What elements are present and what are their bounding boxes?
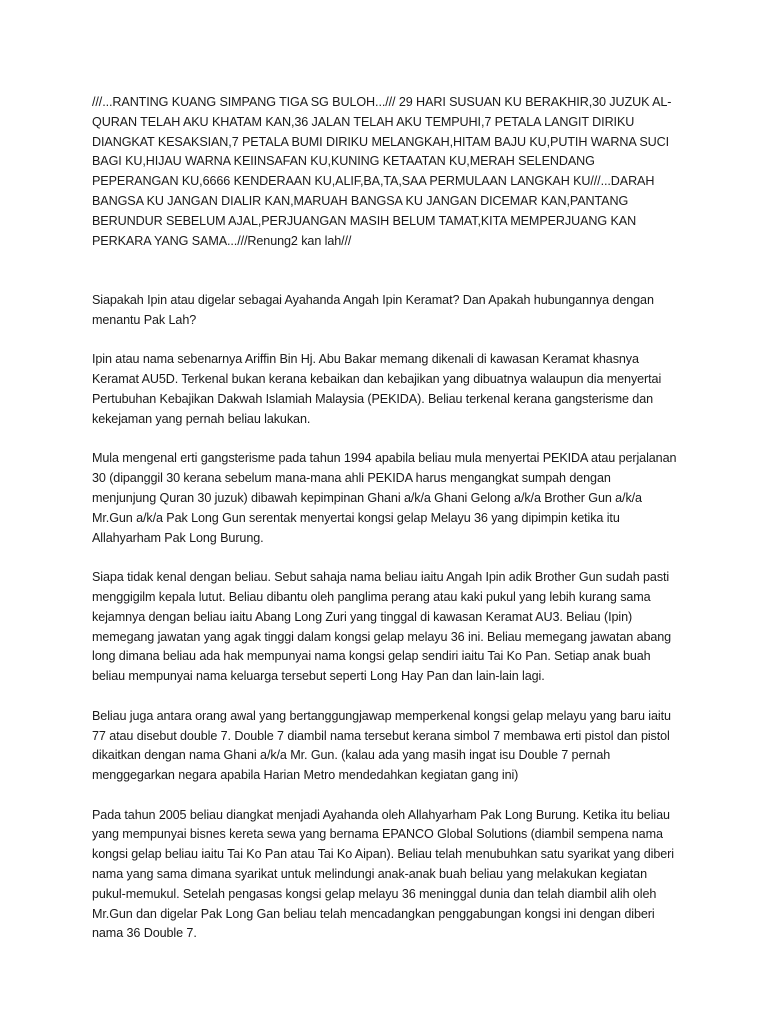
body-paragraph: Mula mengenal erti gangsterisme pada tahun 1994 apabila beliau mula menyertai PEKIDA atau perjalanan 30 (dipanggil 30 kerana sebelum mana-mana ahli PEKIDA harus mengangkat sumpah dengan menjunjung Quran 30 juzuk) dibawah kepimpinan Ghani a/k/a Ghani Gelong a/k/a Brother Gun a/k/a Mr.Gun a/k/a Pak Long Gun serentak menyertai kongsi gelap Melayu 36 yang dipimpin ketika itu Allahyarham Pak Long Burung. <box>92 451 677 545</box>
body-paragraph: Ipin atau nama sebenarnya Ariffin Bin Hj. Abu Bakar memang dikenali di kawasan Keramat khasnya Keramat AU5D. Terkenal bukan kerana kebaikan dan kebajikan yang dibuatnya walaupun dia menyertai Pertubuhan Kebajikan Dakwah Islamiah Malaysia (PEKIDA). Beliau terkenal kerana gangsterisme dan kekejaman yang pernah beliau lakukan. <box>92 352 662 426</box>
body-paragraph: Pada tahun 2005 beliau diangkat menjadi Ayahanda oleh Allahyarham Pak Long Burung. Ketika itu beliau yang mempunyai bisnes kereta sewa yang bernama EPANCO Global Solutions (diambil sempena nama kongsi gelap beliau iaitu Tai Ko Pan atau Tai Ko Aipan). Beliau telah menubuhkan satu syarikat yang diberi nama yang sama dimana syarikat untuk melindungi anak-anak buah beliau yang melakukan kegiatan pukul-memukul. Setelah pengasas kongsi gelap melayu 36 meninggal dunia dan telah diambil alih oleh Mr.Gun dan digelar Pak Long Gan beliau telah mencadangkan penggabungan kongsi ini dengan diberi nama 36 Double 7. <box>92 807 674 941</box>
document-body <box>92 93 677 964</box>
poem-paragraph: ///...RANTING KUANG SIMPANG TIGA SG BULOH.../// 29 HARI SUSUAN KU BERAKHIR,30 JUZUK AL-QURAN TELAH AKU KHATAM KAN,36 JALAN TELAH AKU TEMPUHI,7 PETALA LANGIT DIRIKU DIANGKAT KESAKSIAN,7 PETALA BUMI DIRIKU MELANGKAH,HITAM BAJU KU,PUTIH WARNA SUCI BAGI KU,HIJAU WARNA KEIINSAFAN KU,KUNING KETAATAN KU,MERAH SELENDANG PEPERANGAN KU,6666 KENDERAAN KU,ALIF,BA,TA,SAA PERMULAAN LANGKAH KU///...DARAH BANGSA KU JANGAN DIALIR KAN,MARUAH BANGSA KU JANGAN DICEMAR KAN,PANTANG BERUNDUR SEBELUM AJAL,PERJUANGAN MASIH BELUM TAMAT,KITA MEMPERJUANG KAN PERKARA YANG SAMA...///Renung2 kan lah/// <box>92 95 672 248</box>
body-paragraph: Siapa tidak kenal dengan beliau. Sebut sahaja nama beliau iaitu Angah Ipin adik Brother Gun sudah pasti menggigilm kepala lutut. Beliau dibantu oleh panglima perang atau kaki pukul yang lebih kurang sama kejamnya dengan beliau iaitu Abang Long Zuri yang tinggal di kawasan Keramat AU3. Beliau (Ipin) memegang jawatan yang agak tinggi dalam kongsi gelap melayu 36 ini. Beliau memegang jawatan abang long dimana beliau ada hak mempunyai nama kongsi gelap sendiri iaitu Tai Ko Pan. Setiap anak buah beliau mempunyai nama keluarga tersebut seperti Long Hay Pan dan lain-lain lagi. <box>92 570 672 684</box>
body-paragraph: Beliau juga antara orang awal yang bertanggungjawap memperkenal kongsi gelap melayu yang baru iaitu 77 atau disebut double 7. Double 7 diambil nama tersebut kerana simbol 7 membawa erti pistol dan pistol dikaitkan dengan nama Ghani a/k/a Mr. Gun. (kalau ada yang masih ingat isu Double 7 pernah menggegarkan negara apabila Harian Metro mendedahkan kegiatan gang ini) <box>92 708 671 783</box>
question-paragraph: Siapakah Ipin atau digelar sebagai Ayahanda Angah Ipin Keramat? Dan Apakah hubungannya dengan menantu Pak Lah? <box>92 292 654 327</box>
